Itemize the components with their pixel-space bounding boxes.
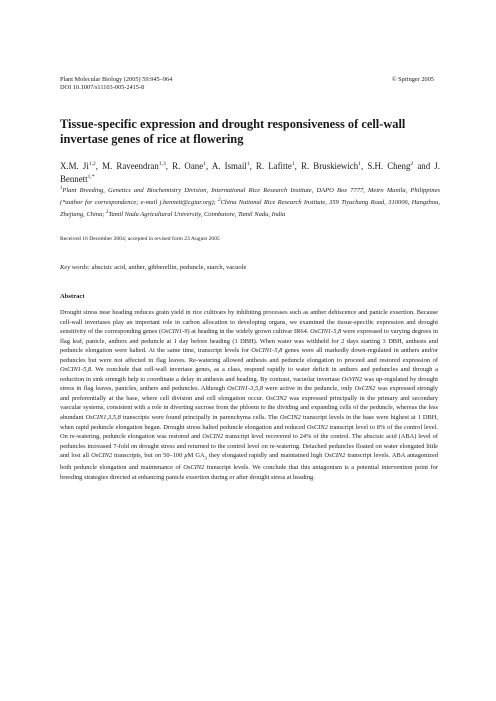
abstract-heading: Abstract — [60, 293, 85, 300]
journal-header — [60, 76, 172, 92]
keywords-list: abscisic acid, anther, gibberellin, peduncle, starch, vacuole — [91, 264, 247, 271]
keywords-label: Key words: — [60, 264, 90, 271]
abstract-body: Drought stress near heading reduces grain yield in rice cultivars by inhibiting processes such as anther dehiscence and panicle exsertion. Because cell-wall invertases play an important role in carbon allocation to developing organs, we examined the tissue-specific expression and drought sensitivity of the corresponding genes (OsCIN1-9) at heading in the widely grown cultivar IR64. OsCIN1-5,8 were expressed to varying degrees in flag leaf, panicle, anthers and peduncle at 1 day before heading (1 DBH). When water was withheld for 2 days starting 3 DBH, anthesis and peduncle elongation were halted. At the same time, transcript levels for OsCIN1-5,8 genes were all markedly down-regulated in anthers and/or peduncles but were not affected in flag leaves. Re-watering allowed anthesis and peduncle elongation to proceed and restored expression of OsCIN1-5,8. We conclude that cell-wall invertase genes, as a class, respond rapidly to water deficit in anthers and peduncles and through a reduction in sink strength help to coordinate a delay in anthesis and heading. By contrast, vacuolar invertase OsVIN2 was up-regulated by drought stress in flag leaves, panicles, anthers and peduncles. Although OsCIN1-3,5,8 were active in the peduncle, only OsCIN2 was expressed strongly and preferentially at the base, where cell division and cell elongation occur. OsCIN2 was expressed principally in the primary and secondary vascular systems, consistent with a role in diverting sucrose from the phloem to the dividing and expanding cells of the peduncle, whereas the less abundant OsCIN1,3,5,8 transcripts were found principally in parenchyma cells. The OsCIN2 transcript levels in the base were highest at 1 DBH, when rapid peduncle elongation began. Drought stress halted peduncle elongation and reduced OsCIN2 transcript level to 8% of the control level. On re-watering, peduncle elongation was restored and OsCIN2 transcript level recovered to 24% of the control. The abscisic acid (ABA) level of peduncles increased 7-fold on drought stress and returned to the control level on re-watering. Detached peduncles floated on water elongated little and lost all OsCIN2 transcripts, but on 50–100 μM $GA_3$ they elongated rapidly and maintained high OsCIN2 transcript levels. ABA antagonized both peduncle elongation and maintenance of OsCIN2 transcript levels. We conclude that this antagonism is a potential intervention point for breeding strategies directed at enhancing panicle exsertion during or after drought stress at heading. — [60, 309, 439, 481]
journal-citation: Plant Molecular Biology (2005) 59:945–964 — [60, 76, 173, 83]
keywords — [60, 264, 440, 272]
author-list: X.M. Ji$^{1,2}$, M. Raveendran$^{1,3}$, R. Oane$^1$, A. Ismail$^1$, R. Lafitte$^1$, R. Bruskiewich$^1$, S.H. Cheng$^2$ and J. Bennett$^{1,*}$ — [60, 160, 440, 185]
received-dates: Received 16 December 2004; accepted in revised form 23 August 2005 — [60, 236, 220, 242]
affiliations: $^1$Plant Breeding, Genetics and Biochemistry Division, International Rice Research Institute, DAPO Box 7777, Metro Manila, Philippines (*author for correspondence; e-mail j.bennett@cgiar.org); $^2$China National Rice Research Institute, 359 Tiyuchang Road, 310006, Hangzhou, Zhejiang, China; $^3$Tamil Nadu Agricultural University, Coimbatore, Tamil Nadu, India — [60, 186, 440, 218]
article-title: Tissue-specific expression and drought responsiveness of cell-wall invertase genes of rice at flowering — [60, 117, 406, 146]
copyright-notice: © Springer 2005 — [391, 76, 434, 83]
doi: DOI 10.1007/s11103-005-2415-8 — [60, 84, 145, 91]
